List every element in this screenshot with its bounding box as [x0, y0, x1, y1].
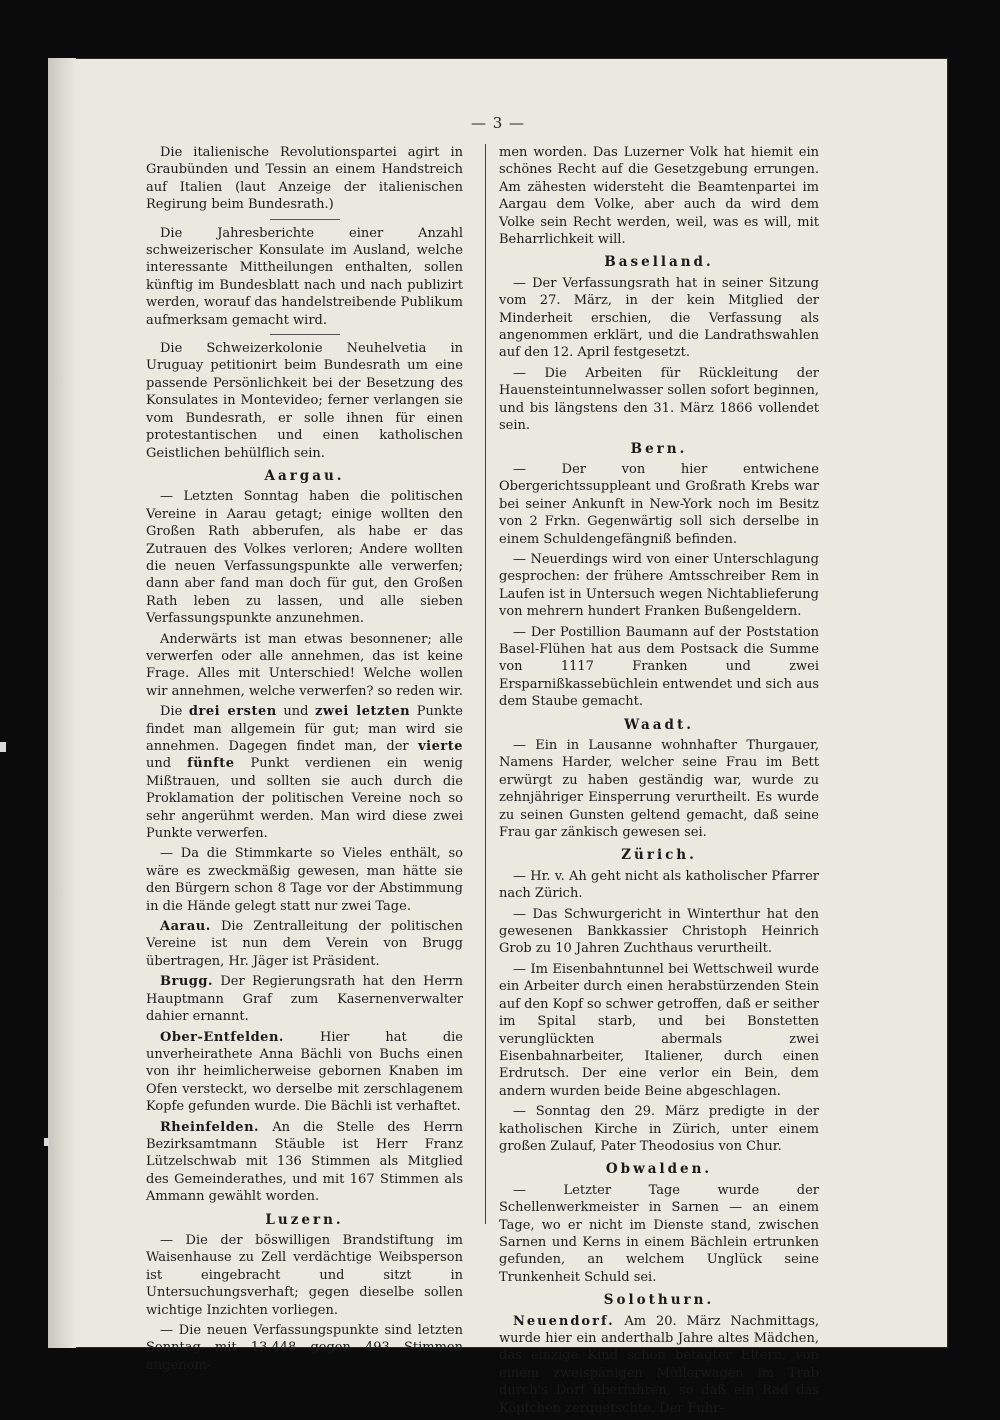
paragraph: — Das Schwurgericht in Winterthur hat den gewesenen Bankkassier Christoph Heinrich Grob zu 10 Jahren Zuchthaus verurtheilt.	[499, 906, 819, 957]
edge-mark	[44, 1138, 49, 1146]
paragraph: Aarau. Die Zentralleitung der politischen Vereine ist nun dem Verein von Brugg übertragen, Hr. Jäger ist Präsident.	[146, 919, 463, 969]
edge-mark	[0, 742, 6, 752]
section-heading-luzern: Luzern.	[265, 1211, 344, 1228]
paragraph: Die Jahresberichte einer Anzahl schweizerischer Konsulate im Ausland, welche interessante Mittheilungen enthalten, sollen künftig im Bundesblatt nach und nach publizirt werden, worauf das handelstreibende Publikum aufmerksam gemacht wird.	[146, 225, 463, 328]
newspaper-page	[48, 58, 948, 1416]
page-number: — 3 —	[470, 114, 526, 132]
paragraph: — Im Eisenbahntunnel bei Wettschweil wurde ein Arbeiter durch einen herabstürzenden Stein auf den Kopf so schwer getroffen, daß er seither im Spital starb, und bei Bonstetten verunglückten abermals zwei Eisenbahnarbeiter, Italiener, durch einen Erdrutsch. Der eine verlor ein Bein, dem andern wurden beide Beine abgeschlagen.	[499, 961, 819, 1099]
section-heading-aargau: Aargau.	[264, 467, 345, 484]
paragraph: — Der Postillion Baumann auf der Poststation Basel-Flühen hat aus dem Postsack die Summe von 1117 Franken und zwei Ersparnißkassebüchlein entwendet und sich aus dem Staube gemacht.	[499, 624, 819, 710]
section-heading-bern: Bern.	[630, 440, 688, 457]
paragraph: Brugg. Der Regierungsrath hat den Herrn Hauptmann Graf zum Kasernenverwalter dahier ernannt.	[146, 974, 463, 1025]
right-column	[499, 144, 819, 1420]
place-heading: Brugg.	[160, 974, 213, 990]
place-heading: Rheinfelden.	[160, 1119, 260, 1135]
place-heading: Neuendorf.	[513, 1313, 615, 1329]
place-heading: Aarau.	[160, 919, 211, 935]
paragraph: Die italienische Revolutionspartei agirt in Graubünden und Tessin an einem Handstreich auf Italien (laut Anzeige der italienischen Regirung beim Bundesrath.)	[146, 145, 463, 213]
emphasis: fünfte	[187, 756, 235, 772]
section-heading-obwalden: Obwalden.	[605, 1161, 713, 1178]
paragraph: — Sonntag den 29. März predigte in der katholischen Kirche in Zürich, unter einem großen Zulauf, Pater Theodosius von Chur.	[499, 1104, 819, 1154]
paragraph: — Der Verfassungsrath hat in seiner Sitzung vom 27. März, in der kein Mitglied der Minderheit erschien, die Verfassung als angenommen erklärt, und die Landrathswahlen auf den 12. April festgesetzt.	[499, 275, 819, 361]
left-column	[146, 144, 463, 1377]
paragraph: — Die der böswilligen Brandstiftung im Waisenhause zu Zell verdächtige Weibsperson ist eingebracht und sitzt in Untersuchungsverhaft; gegen dieselbe sollen wichtige Inzichten vorliegen.	[146, 1232, 463, 1318]
paragraph: Anderwärts ist man etwas besonnener; alle verwerfen oder alle annehmen, das ist keine Frage. Alles mit Unterschied! Welche wollen wir annehmen, welche verwerfen? so reden wir.	[146, 631, 463, 699]
paragraph: — Hr. v. Ah geht nicht als katholischer Pfarrer nach Zürich.	[499, 868, 819, 902]
divider-rule	[270, 219, 340, 220]
paragraph: Rheinfelden. An die Stelle des Herrn Bezirksamtmann Stäuble ist Herr Franz Lützelschwab mit 136 Stimmen als Mitglied des Gemeinderathes, und mit 167 Stimmen als Ammann gewählt worden.	[146, 1119, 463, 1205]
section-heading-waadt: Waadt.	[624, 716, 694, 733]
section-heading-zuerich: Zürich.	[621, 847, 697, 864]
paragraph: — Neuerdings wird von einer Unterschlagung gesprochen: der frühere Amtsschreiber Rem in Laufen ist in Untersuch wegen Nichtablieferung von mehrern hundert Franken Bußengeldern.	[499, 551, 819, 620]
divider-rule	[270, 334, 340, 335]
paragraph: men worden. Das Luzerner Volk hat hiemit ein schönes Recht auf die Gesetzgebung errungen. Am zähesten widersteht die Beamtenpartei im Aargau dem Volke, aber auch da wird dem Volke sein Recht werden, weil, was es will, mit Beharrlichkeit will.	[499, 145, 819, 248]
paragraph: — Letzten Sonntag haben die politischen Vereine in Aarau getagt; einige wollten den Großen Rath abberufen, als habe er das Zutrauen des Volkes verloren; Andere wollten die neuen Verfassungspunkte alle verwerfen; dann aber fand man doch für gut, den Großen Rath leben zu lassen, und alle sieben Verfassungspunkte anzunehmen.	[146, 489, 463, 627]
paragraph: Die Schweizerkolonie Neuhelvetia in Uruguay petitionirt beim Bundesrath um eine passende Persönlichkeit bei der Besetzung des Konsulates in Montevideo; ferner verlangen sie vom Bundesrath, er solle ihnen für einen protestantischen und einen katholischen Geistlichen behülflich sein.	[146, 341, 463, 461]
paragraph: — Der von hier entwichene Obergerichtssuppleant und Großrath Krebs war bei seiner Ankunft in New-York noch im Besitz von 2 Frkn. Gegenwärtig soll sich derselbe in einem Schuldengefängniß befinden.	[499, 461, 819, 547]
paragraph: — Letzter Tage wurde der Schellenwerkmeister in Sarnen — an einem Tage, wo er nicht im Dienste stand, zwischen Sarnen und Kerns in einem Bächlein ertrunken gefunden, an welchem Unglück seine Trunkenheit Schuld sei.	[499, 1182, 819, 1285]
emphasis: zwei letzten	[315, 704, 411, 720]
column-divider	[485, 144, 486, 1224]
emphasis: drei ersten	[188, 704, 277, 720]
paragraph: — Die neuen Verfassungspunkte sind letzten Sonntag mit 13,448 gegen 493 Stimmen angenom-	[146, 1323, 463, 1373]
emphasis: vierte	[418, 739, 463, 754]
place-heading: Ober-Entfelden.	[160, 1029, 284, 1045]
paragraph: Ober-Entfelden. Hier hat die unverheirathete Anna Bächli von Buchs einen von ihr heimlicherweise gebornen Knaben im Ofen versteckt, wo derselbe mit zerschlagenem Kopfe gefunden wurde. Die Bächli ist verhaftet.	[146, 1029, 463, 1115]
paragraph: Neuendorf. Am 20. März Nachmittags, wurde hier ein anderthalb Jahre altes Mädchen, das einzige Kind schon betagter Eltern, von einem zweispänigen Müllerwagen im Trab durch's Dorf überfahren, so daß ein Rad das Köpfchen zerquetschte. Der Fuhr-	[499, 1313, 819, 1416]
section-heading-solothurn: Solothurn.	[603, 1292, 715, 1309]
paragraph: — Ein in Lausanne wohnhafter Thurgauer, Namens Harder, welcher seine Frau im Bett erwürgt zu haben geständig war, wurde zu zehnjähriger Einsperrung verurtheilt. Es wurde zu seinen Gunsten geltend gemacht, daß seine Frau gar zänkisch gewesen sei.	[499, 738, 819, 841]
paragraph: Die drei ersten und zwei letzten Punkte findet man allgemein für gut; man wird sie annehmen. Dagegen findet man, der vierte und fünfte Punkt verdienen ein wenig Mißtrauen, und sollten sie auch durch die Proklamation der politischen Vereine noch so sehr angerühmt werden. Man wird diese zwei Punkte verwerfen.	[146, 704, 464, 842]
paragraph: — Da die Stimmkarte so Vieles enthält, so wäre es zweckmäßig gewesen, man hätte sie den Bürgern schon 8 Tage vor der Abstimmung in die Hände gelegt statt nur zwei Tage.	[146, 846, 463, 914]
section-heading-baselland: Baselland.	[604, 254, 714, 271]
paragraph: — Die Arbeiten für Rückleitung der Hauensteintunnelwasser sollen sofort beginnen, und bis längstens den 31. März 1866 vollendet sein.	[499, 365, 819, 434]
